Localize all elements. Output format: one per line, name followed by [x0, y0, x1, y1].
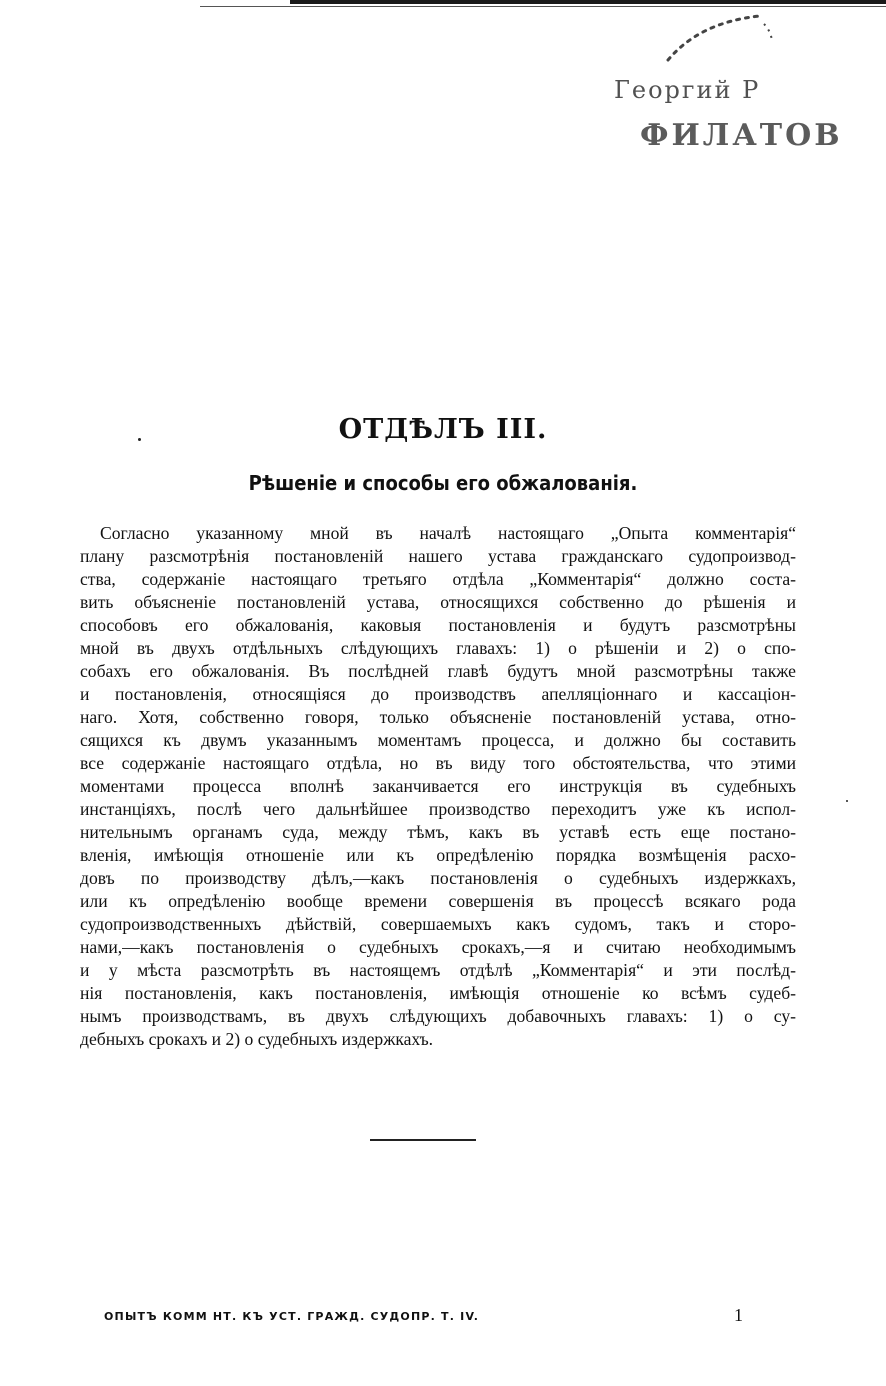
text-line: и постановленія, относящіяся до производствъ апелляціоннаго и кассаціон-: [80, 684, 796, 704]
text-line: сящихся къ двумъ указаннымъ моментамъ процесса, и должно бы составить: [80, 730, 796, 750]
text-line: Согласно указанному мной въ началѣ настоящаго „Опыта комментарія“: [100, 523, 796, 543]
text-line: дебныхъ срокахъ и 2) о судебныхъ издержкахъ.: [80, 1029, 434, 1049]
text-line: способовъ его обжалованія, каковыя постановленія и будутъ разсмотрѣны: [80, 615, 796, 635]
text-line: довъ по производству дѣлъ,—какъ постановленія о судебныхъ издержкахъ,: [80, 868, 796, 888]
text-line: вить объясненіе постановленій устава, относящихся собственно до рѣшенія и: [80, 592, 796, 612]
text-line: инстанціяхъ, послѣ чего дальнѣйшее производство переходитъ уже къ испол-: [80, 799, 796, 819]
text-line: плану разсмотрѣнія постановленій нашего устава гражданскаго судопроизвод-: [80, 546, 796, 566]
text-line: наго. Хотя, собственно говоря, только объясненіе постановленій устава, отно-: [80, 707, 796, 727]
text-line: мной въ двухъ отдѣльныхъ слѣдующихъ главахъ: 1) о рѣшеніи и 2) о спо-: [80, 638, 796, 658]
text-line: нительнымъ органамъ суда, между тѣмъ, какъ въ уставѣ есть еще постано-: [80, 822, 796, 842]
text-line: нами,—какъ постановленія о судебныхъ срокахъ,—я и считаю необходимымъ: [80, 937, 796, 957]
text-line: собахъ его обжалованія. Въ послѣдней главѣ будутъ мной разсмотрѣны также: [80, 661, 796, 681]
stamp-owner-surname: ФИЛАТОВ: [640, 118, 843, 153]
stamp-owner-name: Георгий Р: [614, 76, 761, 104]
stamp-arc-mark: [660, 10, 780, 70]
top-border-rule: [290, 0, 886, 4]
section-subtitle: Рѣшеніе и способы его обжалованія.: [248, 471, 638, 495]
text-line: нія постановленія, какъ постановленія, имѣющія отношеніе ко всѣмъ судеб-: [80, 983, 796, 1003]
library-stamp: [600, 6, 843, 156]
text-line: все содержаніе настоящаго отдѣла, но въ виду того обстоятельства, что этими: [80, 753, 796, 773]
text-line: судопроизводственныхъ дѣйствій, совершаемыхъ какъ судомъ, такъ и сторо-: [80, 914, 796, 934]
text-line: и у мѣста разсмотрѣть въ настоящемъ отдѣлѣ „Комментарія“ и эти послѣд-: [80, 960, 796, 980]
section-divider: [370, 1139, 476, 1141]
text-line: вленія, имѣющія отношеніе или къ опредѣленію порядка возмѣщенія расхо-: [80, 845, 796, 865]
section-title: ОТДѢЛЪ III.: [338, 414, 548, 445]
page-number: 1: [734, 1305, 743, 1325]
text-line: или къ опредѣленію вообще времени совершенія въ процессѣ всякаго рода: [80, 891, 796, 911]
text-line: нымъ производствамъ, въ двухъ слѣдующихъ добавочныхъ главахъ: 1) о су-: [80, 1006, 796, 1026]
body-paragraph: [80, 522, 796, 1051]
text-line: ства, содержаніе настоящаго третьяго отдѣла „Комментарія“ должно соста-: [80, 569, 796, 589]
text-line: моментами процесса вполнѣ заканчивается его инструкція въ судебныхъ: [80, 776, 796, 796]
running-footer-title: ОПЫТЪ КОММ НТ. КЪ УСТ. ГРАЖД. СУДОПР. Т. IV.: [104, 1310, 480, 1323]
ink-speck: [846, 800, 848, 802]
